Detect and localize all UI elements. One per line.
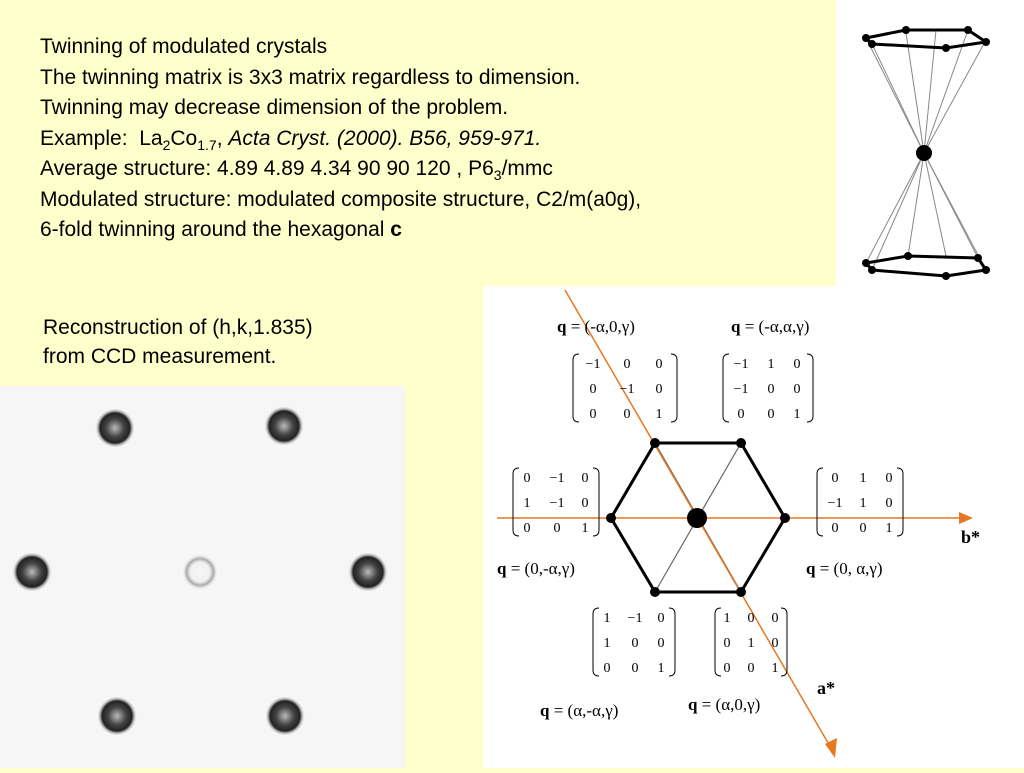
vertex-dot <box>650 438 660 448</box>
matrix-cell: −1 <box>585 357 601 372</box>
diffraction-pattern <box>0 386 405 768</box>
q-label-5 <box>540 701 618 720</box>
matrix-cell: 0 <box>767 407 775 422</box>
q-label-2 <box>731 317 809 336</box>
q-value: = (0, α,γ) <box>819 559 883 578</box>
formula-la: La <box>139 126 163 150</box>
matrix-cell: 1 <box>657 661 665 676</box>
matrix-cell: 0 <box>581 471 589 486</box>
matrix-5 <box>593 608 675 676</box>
formula-co: Co <box>170 126 198 150</box>
matrix-cell: 0 <box>657 611 665 626</box>
matrix-cell: 0 <box>737 407 745 422</box>
intro-line-twinning <box>40 215 641 246</box>
matrix-cell: 1 <box>603 636 611 651</box>
matrix-cell: 1 <box>581 521 589 536</box>
vertex-dot <box>606 513 616 523</box>
q-label-1 <box>557 317 635 336</box>
b-star-arrowhead <box>959 512 973 524</box>
q-value: = (-α,α,γ) <box>744 317 810 336</box>
matrix-cell: 0 <box>771 611 779 626</box>
matrix-cell: −1 <box>549 471 565 486</box>
matrix-cell: 1 <box>885 521 893 536</box>
vertex-dot <box>780 513 790 523</box>
reconstruction-line1: Reconstruction of (h,k,1.835) <box>43 316 313 339</box>
matrix-cell: 0 <box>553 521 561 536</box>
matrix-cell: −1 <box>619 382 635 397</box>
twinning-diagram <box>483 286 1024 768</box>
diffraction-spot <box>265 696 305 736</box>
matrix-cell: 0 <box>631 661 639 676</box>
intro-line-example: Example: $La_2Co_{1.7}$, Acta Cryst. (2000). B56, 959-971. <box>40 126 542 153</box>
space-group-sub: 3 <box>493 167 502 183</box>
matrix-cell: 1 <box>603 611 611 626</box>
twinning-axis: c <box>390 218 402 241</box>
twin-cone-drawing <box>836 0 1024 286</box>
vertex-dot <box>736 587 746 597</box>
matrix-cell: 0 <box>581 496 589 511</box>
matrix-cell: 1 <box>747 636 755 651</box>
matrix-cell: 0 <box>747 661 755 676</box>
reconstruction-caption <box>43 313 313 371</box>
q-symbol: q <box>557 317 567 336</box>
intro-line-matrix: The twinning matrix is 3x3 matrix regardless to dimension. <box>40 65 581 89</box>
matrix-cell: 0 <box>657 636 665 651</box>
reference-citation: Acta Cryst. (2000). B56, 959-971. <box>228 126 542 150</box>
matrix-cell: 0 <box>655 357 663 372</box>
q-value: = (α,-α,γ) <box>553 701 619 720</box>
intro-line-average <box>40 154 641 185</box>
matrix-cell: 0 <box>771 636 779 651</box>
twinning-diagram-svg <box>483 286 1024 768</box>
matrix-cell: −1 <box>627 611 643 626</box>
intro-line-dimension: Twinning may decrease dimension of the problem. <box>40 96 509 119</box>
intro-line-modulated: Modulated structure: modulated composite structure, C2/m(a0g), <box>40 187 642 211</box>
vertex-dot <box>650 587 660 597</box>
matrix-4 <box>817 468 903 536</box>
matrix-cell: 1 <box>771 661 779 676</box>
matrix-cell: 0 <box>767 382 775 397</box>
q-symbol: q <box>731 317 741 336</box>
matrix-cell: 1 <box>723 611 731 626</box>
q-symbol: q <box>806 559 816 578</box>
matrix-cell: −1 <box>733 357 749 372</box>
matrix-cell: 0 <box>793 357 801 372</box>
q-label-4 <box>806 559 883 578</box>
twin-cone-figure <box>836 0 1024 286</box>
q-value: = (α,0,γ) <box>701 695 761 714</box>
matrix-cell: 0 <box>523 471 531 486</box>
matrix-cell: 1 <box>859 471 867 486</box>
matrix-cell: 1 <box>793 407 801 422</box>
matrix-cell: 0 <box>589 382 597 397</box>
center-dot <box>687 508 707 528</box>
matrix-2 <box>723 354 813 422</box>
q-value: = (-α,0,γ) <box>570 317 635 336</box>
space-group-suffix: /mmc <box>501 157 553 180</box>
matrix-cell: 0 <box>723 661 731 676</box>
diffraction-spot <box>348 552 388 592</box>
a-star-label: a* <box>817 678 835 698</box>
matrix-cell: −1 <box>733 382 749 397</box>
formula-co-sub: 1.7 <box>197 136 217 153</box>
matrix-cell: 0 <box>523 521 531 536</box>
matrix-cell: 0 <box>747 611 755 626</box>
q-value: = (0,-α,γ) <box>510 559 575 578</box>
q-symbol: q <box>688 695 698 714</box>
q-label-6 <box>688 695 760 714</box>
matrix-cell: −1 <box>549 496 565 511</box>
matrix-6 <box>715 608 787 676</box>
matrix-cell: −1 <box>827 496 843 511</box>
diffraction-spot <box>264 406 304 446</box>
q-symbol: q <box>540 701 550 720</box>
diffraction-spot <box>12 552 52 592</box>
intro-text-block <box>40 32 641 246</box>
matrix-cell: 0 <box>603 661 611 676</box>
average-structure-text: Average structure: 4.89 4.89 4.34 90 90 120 , P6 <box>40 157 494 180</box>
matrix-cell: 1 <box>859 496 867 511</box>
matrix-cell: 0 <box>885 496 893 511</box>
matrix-cell: 0 <box>589 407 597 422</box>
matrix-cell: 1 <box>655 407 663 422</box>
b-star-label: b* <box>961 527 981 547</box>
twinning-text: 6-fold twinning around the hexagonal <box>40 218 385 241</box>
intro-title: Twinning of modulated crystals <box>40 35 328 58</box>
matrix-cell: 0 <box>831 521 839 536</box>
diffraction-spot <box>95 408 135 448</box>
q-label-3 <box>497 559 575 578</box>
matrix-cell: 0 <box>831 471 839 486</box>
formula-la-sub: 2 <box>162 136 171 153</box>
diffraction-spot-center <box>182 554 218 590</box>
matrix-cell: 0 <box>859 521 867 536</box>
reconstruction-line2: from CCD measurement. <box>43 345 277 368</box>
matrix-cell: 1 <box>523 496 531 511</box>
q-symbol: q <box>497 559 507 578</box>
matrix-1 <box>573 354 677 422</box>
matrix-3 <box>513 468 599 536</box>
matrix-cell: 0 <box>723 636 731 651</box>
ccd-reconstruction-image <box>0 386 405 768</box>
matrix-cell: 0 <box>655 382 663 397</box>
matrix-cell: 0 <box>623 407 631 422</box>
matrix-cell: 0 <box>885 471 893 486</box>
matrix-cell: 0 <box>631 636 639 651</box>
vertex-dot <box>736 438 746 448</box>
example-label: Example: <box>40 126 128 150</box>
matrix-cell: 0 <box>623 357 631 372</box>
matrix-cell: 1 <box>767 357 775 372</box>
matrix-cell: 0 <box>793 382 801 397</box>
diffraction-spot <box>97 696 137 736</box>
